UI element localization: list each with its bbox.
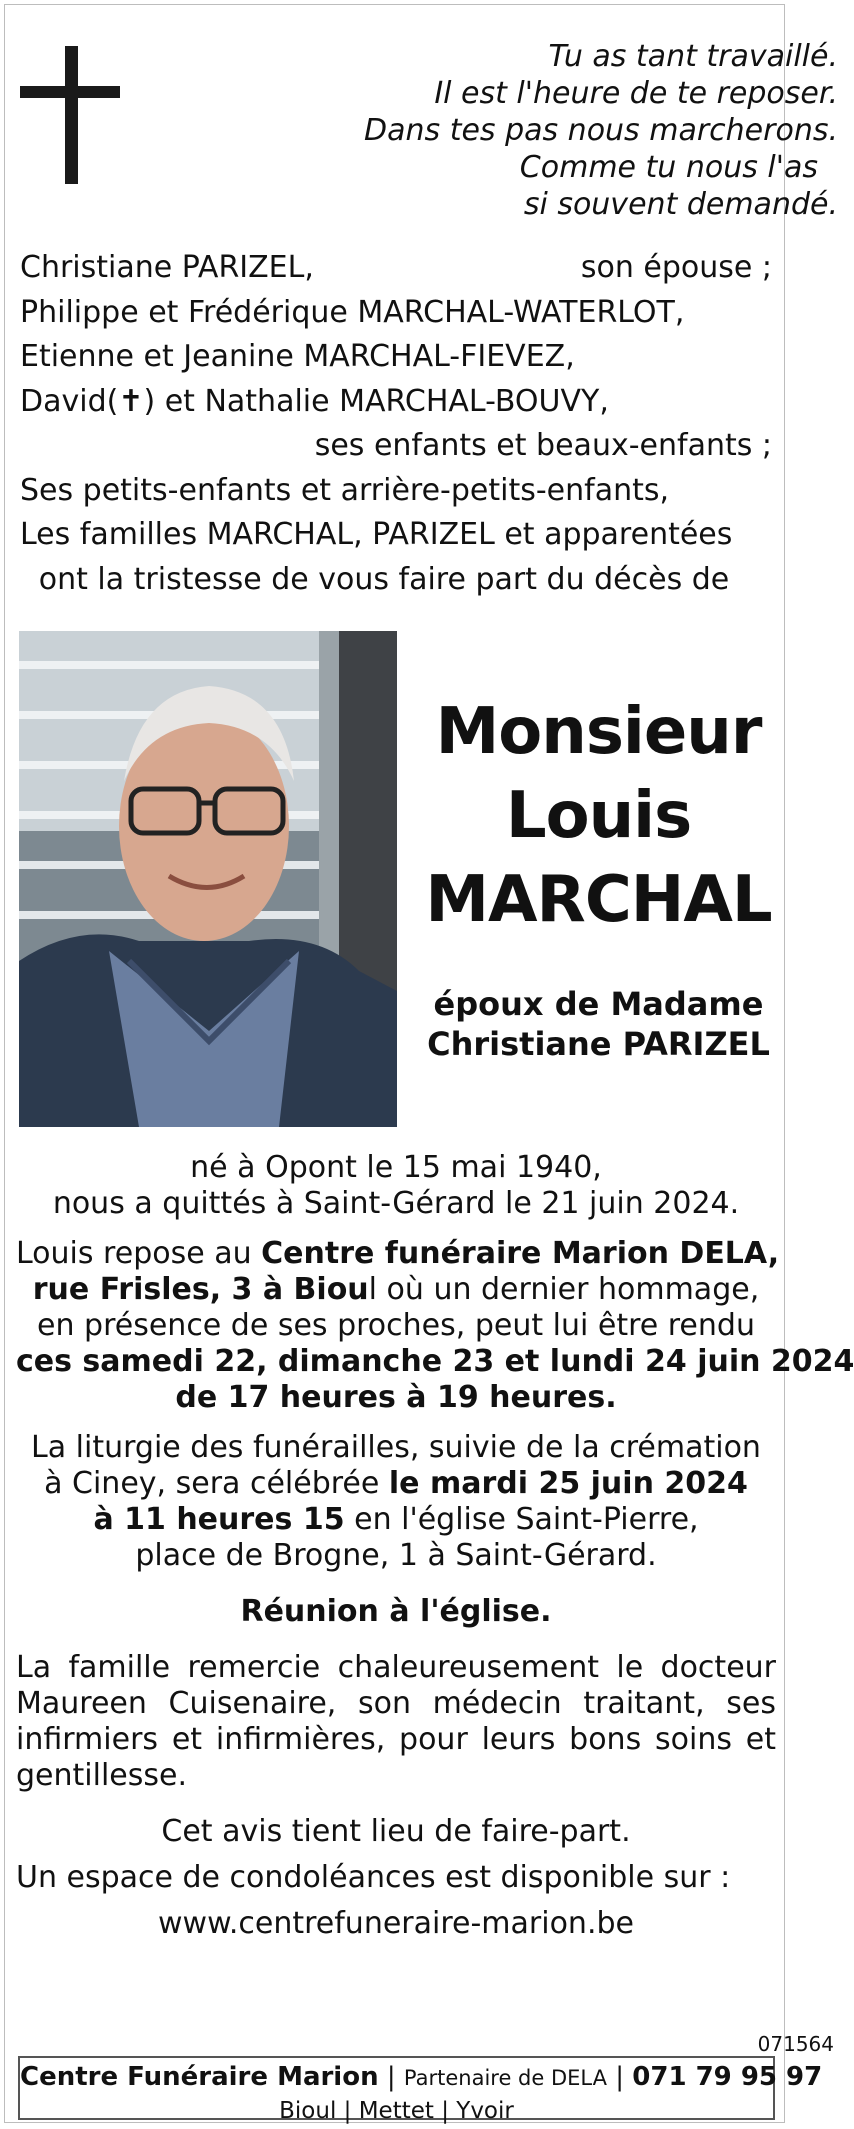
- footer-box: [18, 2056, 823, 2124]
- notice-line: Cet avis tient lieu de faire-part.: [161, 1814, 631, 1849]
- portrait-photo: [19, 631, 397, 1127]
- spouse-of-line2: Christiane PARIZEL: [427, 1025, 770, 1063]
- poem-line: si souvent demandé.: [523, 187, 838, 222]
- company-name: Centre Funéraire Marion: [20, 2062, 379, 2092]
- address-line: rue Frisles, 3 à Bioul où un dernier hommage,: [32, 1272, 760, 1307]
- spouse-of-line1: époux de Madame: [433, 985, 764, 1023]
- poem-line: Tu as tant travaillé.: [548, 39, 838, 74]
- phone-number[interactable]: 071 79 95 97: [632, 2062, 823, 2092]
- visit-dates: ces samedi 22, dimanche 23 et lundi 24 juin 2024: [16, 1344, 854, 1379]
- family-line: David(✝) et Nathalie MARCHAL-BOUVY,: [20, 380, 772, 425]
- footer-locations: Bioul | Mettet | Yvoir: [279, 2098, 514, 2124]
- notice-body: [16, 1150, 854, 1942]
- spouse-name: Christiane PARIZEL,: [20, 250, 314, 285]
- presence-line: en présence de ses proches, peut lui être rendu: [37, 1308, 755, 1343]
- partner-text: Partenaire de DELA: [403, 2066, 607, 2090]
- family-list: [20, 246, 772, 602]
- died-line: nous a quittés à Saint-Gérard le 21 juin 2024.: [52, 1186, 740, 1221]
- reference-code: 071564: [757, 2032, 834, 2056]
- liturgy-line: à 11 heures 15 en l'église Saint-Pierre,: [93, 1502, 699, 1537]
- poem: [278, 38, 838, 223]
- liturgy-line: La liturgie des funérailles, suivie de la crémation: [31, 1430, 761, 1465]
- thanks-paragraph: La famille remercie chaleureusement le docteur Maureen Cuisenaire, son médecin traitant, ses infirmiers et infirmières, pour leurs bons soins et gentillesse.: [16, 1650, 776, 1793]
- family-line-spouse: [20, 246, 772, 291]
- condolences-line: Un espace de condoléances est disponible sur :: [16, 1860, 731, 1895]
- rest-line: Louis repose au Centre funéraire Marion DELA,: [16, 1236, 780, 1271]
- poem-line: Dans tes pas nous marcherons.: [364, 113, 838, 148]
- poem-line: Il est l'heure de te reposer.: [434, 76, 838, 111]
- family-line: Philippe et Frédérique MARCHAL-WATERLOT,: [20, 294, 685, 330]
- born-line: né à Opont le 15 mai 1940,: [190, 1150, 602, 1185]
- deceased-name-block: [420, 690, 777, 1064]
- website-link[interactable]: www.centrefuneraire-marion.be: [158, 1906, 634, 1941]
- spouse-role: son épouse ;: [580, 250, 772, 285]
- small-cross-icon: ✝: [118, 383, 144, 419]
- deceased-first-name: Louis: [505, 779, 692, 853]
- family-line: Etienne et Jeanine MARCHAL-FIEVEZ,: [20, 339, 575, 374]
- children-role: ses enfants et beaux-enfants ;: [314, 428, 772, 463]
- footer-line1: Centre Funéraire Marion | Partenaire de DELA | 071 79 95 97: [20, 2062, 823, 2092]
- announcement: ont la tristesse de vous faire part du décès de: [38, 561, 730, 597]
- deceased-title: Monsieur: [435, 695, 762, 769]
- family-line: Les familles MARCHAL, PARIZEL et apparentées: [20, 517, 733, 552]
- liturgy-line: place de Brogne, 1 à Saint-Gérard.: [135, 1538, 657, 1573]
- visit-hours: de 17 heures à 19 heures.: [175, 1380, 617, 1415]
- family-line: Ses petits-enfants et arrière-petits-enfants,: [20, 472, 670, 508]
- liturgy-line: à Ciney, sera célébrée le mardi 25 juin 2024: [44, 1466, 748, 1501]
- cross-icon: [20, 46, 120, 184]
- meeting-line: Réunion à l'église.: [240, 1594, 552, 1629]
- deceased-last-name: MARCHAL: [425, 863, 772, 937]
- poem-line: Comme tu nous l'as: [519, 150, 818, 185]
